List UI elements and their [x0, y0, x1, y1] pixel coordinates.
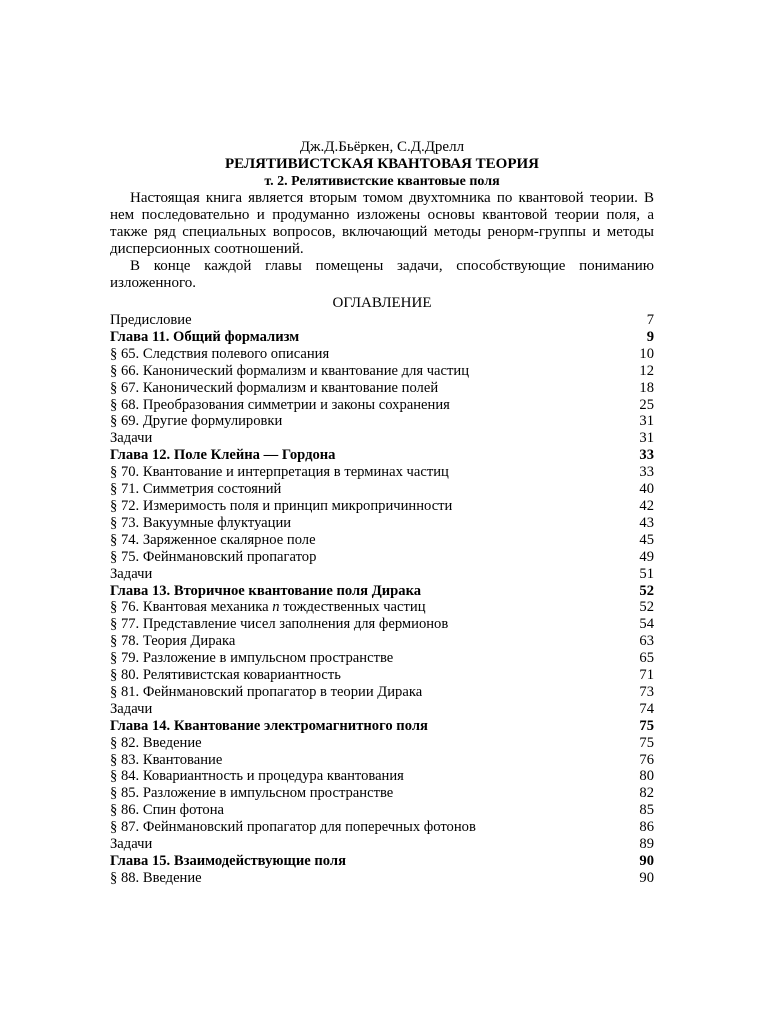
toc-item-row — [110, 836, 654, 853]
toc-entry-title: § 66. Канонический формализм и квантование для частиц — [110, 362, 470, 379]
toc-entry-page: 76 — [639, 751, 654, 768]
toc-entry-page: 33 — [639, 447, 654, 464]
toc-entry-title: § 88. Введение — [110, 869, 202, 886]
description-paragraph: Настоящая книга является вторым томом двухтомника по квантовой теории. В нем последовательно и продуманно изложены основы квантовой теории поля, а также ряд специальных вопросов, включающий методы ренорм-группы и методы дисперсионных соотношений. — [110, 190, 654, 257]
toc-item-row — [110, 768, 654, 785]
toc-entry-page: 86 — [639, 819, 654, 836]
toc-entry-title: § 71. Симметрия состояний — [110, 481, 282, 498]
toc-entry-title: § 87. Фейнмановский пропагатор для поперечных фотонов — [110, 819, 476, 836]
toc-entry-page: 31 — [639, 430, 654, 447]
toc-item-row — [110, 566, 654, 583]
toc-entry-title: Глава 12. Поле Клейна — Гордона — [110, 447, 336, 464]
toc-entry-page: 63 — [639, 633, 654, 650]
toc-item-row — [110, 464, 654, 481]
toc-entry-page: 43 — [639, 514, 654, 531]
toc-entry-title: Задачи — [110, 836, 153, 853]
toc-entry-page: 51 — [639, 565, 654, 582]
toc-item-row — [110, 802, 654, 819]
toc-entry-page: 74 — [639, 700, 654, 717]
toc-item-row — [110, 532, 654, 549]
toc-entry-page: 12 — [639, 362, 654, 379]
toc-item-row — [110, 701, 654, 718]
toc-item-row — [110, 684, 654, 701]
toc-entry-page: 25 — [639, 396, 654, 413]
toc-item-row — [110, 819, 654, 836]
toc-entry-page: 90 — [639, 869, 654, 886]
toc-item-row — [110, 650, 654, 667]
toc-entry-title: § 65. Следствия полевого описания — [110, 345, 330, 362]
toc-entry-page: 65 — [639, 650, 654, 667]
toc-item-row — [110, 413, 654, 430]
toc-entry-page: 80 — [639, 768, 654, 785]
toc-entry-title: § 72. Измеримость поля и принцип микропричинности — [110, 497, 453, 514]
toc-item-row — [110, 752, 654, 769]
toc-entry-page: 82 — [639, 785, 654, 802]
toc-entry-page: 89 — [639, 836, 654, 853]
toc-entry-page: 52 — [639, 599, 654, 616]
page-content — [110, 139, 654, 887]
toc-entry-title: Глава 14. Квантование электромагнитного поля — [110, 717, 428, 734]
toc-item-row — [110, 515, 654, 532]
toc-item-row — [110, 785, 654, 802]
toc-entry-title: § 70. Квантование и интерпретация в терминах частиц — [110, 464, 449, 481]
toc-heading: ОГЛАВЛЕНИЕ — [332, 295, 432, 311]
toc-chapter-row — [110, 329, 654, 346]
toc-entry-page: 45 — [639, 531, 654, 548]
toc-entry-title: § 67. Канонический формализм и квантование полей — [110, 379, 439, 396]
toc-item-row — [110, 430, 654, 447]
toc-entry-title: Глава 11. Общий формализм — [110, 328, 300, 345]
toc-item-row — [110, 667, 654, 684]
toc-entry-title: Задачи — [110, 565, 153, 582]
toc-entry-page: 7 — [646, 312, 654, 328]
toc-entry-page: 90 — [639, 853, 654, 869]
toc-entry-page: 40 — [639, 481, 654, 498]
toc-entry-page: 49 — [639, 548, 654, 565]
toc-item-row — [110, 735, 654, 752]
problems-paragraph: В конце каждой главы помещены задачи, способствующие пониманию изложенного. — [110, 258, 654, 291]
toc-entry-title: § 76. Квантовая механика n тождественных частиц — [110, 599, 426, 616]
toc-entry-page: 33 — [639, 464, 654, 481]
toc-entry-title: Задачи — [110, 700, 153, 717]
toc-entry-page: 75 — [639, 734, 654, 751]
toc-entry-page: 9 — [646, 328, 654, 345]
toc-item-row — [110, 397, 654, 414]
toc-entry-page: 42 — [639, 497, 654, 514]
toc-entry-title: § 69. Другие формулировки — [110, 413, 283, 430]
toc-entry-title: § 78. Теория Дирака — [110, 633, 236, 650]
toc-chapter-row — [110, 583, 654, 600]
toc-item-row — [110, 616, 654, 633]
toc-item-row — [110, 633, 654, 650]
toc-entry-title: § 77. Представление чисел заполнения для фермионов — [110, 616, 449, 633]
toc-entry-title: § 74. Заряженное скалярное поле — [110, 531, 316, 548]
toc-entry-title: § 84. Ковариантность и процедура квантования — [110, 768, 404, 785]
toc-item-row — [110, 363, 654, 380]
toc-entry-title: Глава 15. Взаимодействующие поля — [110, 853, 346, 869]
toc-item-row — [110, 312, 654, 329]
toc-entry-title: § 82. Введение — [110, 734, 202, 751]
book-volume: т. 2. Релятивистские квантовые поля — [264, 174, 500, 189]
toc-entry-page: 73 — [639, 683, 654, 700]
toc-entry-page: 18 — [639, 379, 654, 396]
toc-entry-title: § 85. Разложение в импульсном пространстве — [110, 785, 394, 802]
book-authors: Дж.Д.Бьёркен, С.Д.Дрелл — [299, 139, 465, 155]
toc-entry-title: Предисловие — [110, 312, 192, 328]
toc-entry-title: § 80. Релятивистская ковариантность — [110, 667, 341, 684]
toc-item-row — [110, 870, 654, 887]
toc-item-row — [110, 498, 654, 515]
toc-entry-title: § 68. Преобразования симметрии и законы сохранения — [110, 396, 450, 413]
toc-entry-page: 31 — [639, 413, 654, 430]
toc-item-row — [110, 346, 654, 363]
toc-chapter-row — [110, 853, 654, 870]
toc-item-row — [110, 481, 654, 498]
toc-entry-title: § 83. Квантование — [110, 751, 223, 768]
toc-entry-title: § 81. Фейнмановский пропагатор в теории Дирака — [110, 683, 423, 700]
table-of-contents — [110, 312, 654, 887]
toc-entry-title: Глава 13. Вторичное квантование поля Дирака — [110, 582, 422, 599]
toc-entry-title: § 73. Вакуумные флуктуации — [110, 514, 292, 531]
book-title: РЕЛЯТИВИСТСКАЯ КВАНТОВАЯ ТЕОРИЯ — [224, 156, 539, 172]
toc-entry-title: § 79. Разложение в импульсном пространстве — [110, 650, 394, 667]
toc-entry-page: 52 — [639, 582, 654, 599]
toc-chapter-row — [110, 447, 654, 464]
toc-entry-page: 71 — [639, 667, 654, 684]
toc-entry-page: 10 — [639, 345, 654, 362]
toc-chapter-row — [110, 718, 654, 735]
toc-entry-title: § 86. Спин фотона — [110, 802, 224, 819]
toc-entry-page: 85 — [639, 802, 654, 819]
toc-entry-title: § 75. Фейнмановский пропагатор — [110, 548, 317, 565]
toc-entry-title: Задачи — [110, 430, 153, 447]
toc-entry-page: 54 — [639, 616, 654, 633]
toc-entry-page: 75 — [639, 717, 654, 734]
toc-item-row — [110, 549, 654, 566]
toc-item-row — [110, 380, 654, 397]
toc-item-row — [110, 599, 654, 616]
